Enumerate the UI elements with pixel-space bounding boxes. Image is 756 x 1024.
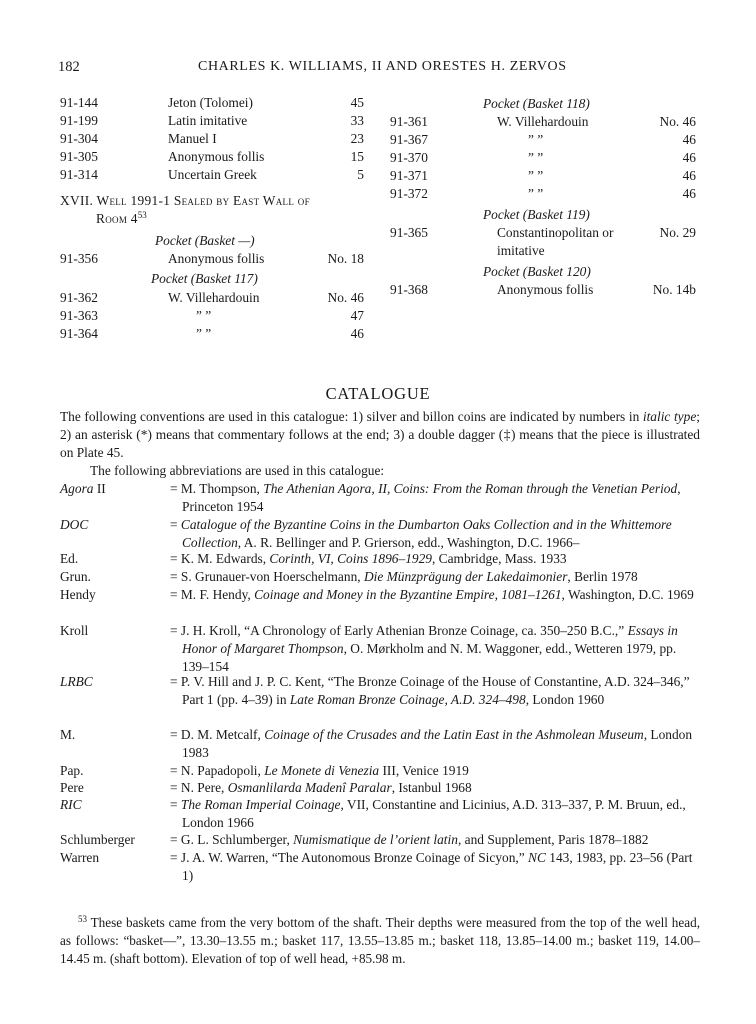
abbreviation-text: = J. A. W. Warren, “The Autonomous Bronze Coinage of Sicyon,” (170, 850, 529, 865)
inventory-number: 91-199 (60, 113, 98, 128)
table-row (390, 185, 696, 203)
abbreviation-text-end: , Istanbul 1968 (391, 780, 472, 795)
abbreviation-text: = P. V. Hill and J. P. C. Kent, “The Bronze Coinage of the House of Constantine, A.D. 324–346,” Part 1 (pp. 4–39) in (170, 674, 690, 707)
abbreviation-key: Grun. (60, 569, 91, 584)
pocket-label: Pocket (Basket —) (155, 233, 255, 248)
abbreviation-text-end: , London 1983 (182, 727, 693, 760)
coin-description: Latin imitative (168, 113, 248, 128)
conventions-paragraph (60, 408, 700, 462)
abbreviation-text: = (170, 797, 181, 812)
inventory-number: 91-144 (60, 95, 98, 110)
running-head: CHARLES K. WILLIAMS, II AND ORESTES H. ZERVOS (198, 59, 567, 74)
abbreviation-title: Essays in Honor of Margaret Thompson (182, 623, 678, 656)
abbreviation-title: The Athenian Agora, II, Coins: From the Roman through the Venetian Period (263, 481, 678, 496)
conventions-text-continued: ; 2) an asterisk (*) means that commentary follows at the end; 3) a double dagger (‡) means that the piece is illustrated on Plate 45. (60, 409, 700, 460)
inventory-number: 91-368 (390, 282, 428, 297)
abbreviation-title: Coinage of the Crusades and the Latin East in the Ashmolean Museum (264, 727, 644, 742)
inventory-number: 91-365 (390, 225, 428, 240)
catalogue-reference: 46 (350, 326, 364, 341)
coin-description: W. Villehardouin (497, 114, 589, 129)
pocket-label: Pocket (Basket 119) (483, 207, 590, 222)
ditto-marks: ” ” (196, 308, 212, 323)
abbreviation-title: Coinage and Money in the Byzantine Empire, 1081–1261 (254, 587, 562, 602)
table-row (60, 94, 366, 112)
inventory-number: 91-361 (390, 114, 428, 129)
abbreviation-text-end: , A. R. Bellinger and P. Grierson, edd., Washington, D.C. 1966– (237, 535, 580, 550)
abbreviation-text: = G. L. Schlumberger, (170, 832, 294, 847)
catalogue-reference: 45 (350, 95, 364, 110)
catalogue-reference: 46 (682, 186, 696, 201)
catalogue-reference: 23 (350, 131, 364, 146)
ditto-marks: ” ” (528, 168, 544, 183)
abbreviation-text-end: , Princeton 1954 (182, 481, 681, 514)
abbreviation-text-end: , Berlin 1978 (567, 569, 638, 584)
table-row (390, 224, 696, 260)
abbreviation-title: Catalogue of the Byzantine Coins in the Dumbarton Oaks Collection and in the Whittemore Collection (180, 517, 672, 550)
catalogue-reference: 46 (682, 150, 696, 165)
footnote-reference[interactable]: 53 (137, 210, 147, 220)
catalogue-reference: No. 14b (652, 282, 696, 297)
abbreviation-key: Agora (60, 481, 94, 496)
footnote-text: These baskets came from the very bottom of the shaft. Their depths were measured from the top of the well head, as follows: “basket—”, 13.30–13.55 m.; basket 117, 13.55–13.85 m.; basket 118, 13.85–14.00 m.; basket 119, 14.00–14.45 m. (shaft bottom). Elevation of top of well head, +85.98 m. (60, 915, 700, 966)
coin-description: Uncertain Greek (168, 167, 257, 182)
abbreviation-text-end: 143, 1983, pp. 23–56 (Part 1) (182, 850, 693, 883)
inventory-number: 91-304 (60, 131, 98, 146)
inventory-number: 91-314 (60, 167, 98, 182)
abbreviation-title: Corinth, VI, Coins 1896–1929 (269, 551, 432, 566)
conventions-text: The following conventions are used in this catalogue: 1) silver and billon coins are indicated by numbers in (60, 409, 640, 424)
abbreviation-key: Pap. (60, 763, 84, 778)
inventory-number: 91-362 (60, 290, 98, 305)
abbreviation-title: Osmanlilarda Madenî Paralar (227, 780, 392, 795)
abbreviation-text: = J. H. Kroll, “A Chronology of Early Athenian Bronze Coinage, ca. 350–250 B.C.,” (170, 623, 628, 638)
abbreviations-intro: The following abbreviations are used in this catalogue: (90, 463, 385, 478)
abbreviation-title: Late Roman Bronze Coinage, A.D. 324–498 (289, 692, 526, 707)
coin-description: Anonymous follis (497, 282, 594, 297)
table-row (60, 148, 366, 166)
coin-description: Manuel I (168, 131, 217, 146)
catalogue-reference: 47 (350, 308, 364, 323)
inventory-number: 91-305 (60, 149, 98, 164)
coin-description: Anonymous follis (168, 149, 265, 164)
table-row (390, 149, 696, 167)
table-row (60, 130, 366, 148)
table-row (60, 289, 366, 307)
inventory-number: 91-370 (390, 150, 428, 165)
abbreviation-text-end: , VII, Constantine and Licinius, A.D. 313–337, P. M. Bruun, ed., London 1966 (182, 797, 686, 830)
pocket-label: Pocket (Basket 118) (483, 96, 590, 111)
abbreviation-title: The Roman Imperial Coinage (180, 797, 341, 812)
abbreviation-key: Hendy (60, 587, 96, 602)
catalogue-reference: No. 46 (659, 114, 696, 129)
catalogue-reference: No. 18 (327, 251, 364, 266)
abbreviation-key: Pere (60, 780, 84, 795)
footnote-marker: 53 (78, 914, 87, 924)
inventory-number: 91-356 (60, 251, 98, 266)
table-row (60, 166, 366, 184)
abbreviation-text: = M. F. Hendy, (170, 587, 255, 602)
abbreviation-key: DOC (60, 517, 89, 532)
pocket-label: Pocket (Basket 120) (483, 264, 591, 279)
abbreviation-title: Le Monete di Venezia (264, 763, 380, 778)
footnote (60, 914, 700, 968)
inventory-number: 91-364 (60, 326, 98, 341)
abbreviation-key: Warren (60, 850, 100, 865)
abbreviation-text-end: , Cambridge, Mass. 1933 (431, 551, 567, 566)
catalogue-reference: 46 (682, 132, 696, 147)
catalogue-reference: 5 (357, 167, 364, 182)
coin-description: Constantinopolitan or (497, 225, 614, 240)
section-heading (60, 192, 360, 228)
abbreviation-text: = D. M. Metcalf, (170, 727, 265, 742)
abbreviation-text-end: , Washington, D.C. 1969 (561, 587, 694, 602)
ditto-marks: ” ” (196, 326, 212, 341)
abbreviation-text-end: III, Venice 1919 (379, 763, 469, 778)
abbreviation-text-end: , and Supplement, Paris 1878–1882 (457, 832, 649, 847)
abbreviation-title: Numismatique de l’orient latin (293, 832, 458, 847)
abbreviation-key: Ed. (60, 551, 79, 566)
table-row (60, 250, 366, 268)
abbreviation-key: LRBC (60, 674, 93, 689)
catalogue-reference: 46 (682, 168, 696, 183)
page-header (58, 58, 698, 80)
abbreviation-key: Kroll (60, 623, 89, 638)
catalogue-reference: No. 46 (327, 290, 364, 305)
abbreviation-text: = K. M. Edwards, (170, 551, 270, 566)
coin-description: Anonymous follis (168, 251, 265, 266)
abbreviation-key-suffix: II (93, 481, 106, 496)
abbreviation-text: = N. Papadopoli, (170, 763, 265, 778)
conventions-italic-text: italic type (642, 409, 697, 424)
abbreviation-key: M. (60, 727, 76, 742)
coin-description: W. Villehardouin (168, 290, 260, 305)
ditto-marks: ” ” (528, 186, 544, 201)
inventory-number: 91-363 (60, 308, 98, 323)
table-row (390, 167, 696, 185)
abbreviation-key: Schlumberger (60, 832, 135, 847)
catalogue-reference: No. 29 (659, 225, 696, 240)
catalogue-title: CATALOGUE (325, 384, 431, 403)
coin-description-continued: imitative (497, 243, 545, 258)
abbreviation-text: = (170, 517, 181, 532)
catalogue-reference: 33 (350, 113, 364, 128)
section-heading-line2: Room 4 (96, 211, 138, 226)
abbreviation-title: NC (528, 850, 546, 865)
table-row (390, 131, 696, 149)
inventory-number: 91-372 (390, 186, 428, 201)
abbreviation-text: = N. Pere, (170, 780, 228, 795)
abbreviation-text-end: , London 1960 (525, 692, 605, 707)
table-row (60, 325, 366, 343)
section-heading-line1: XVII. Well 1991-1 Sealed by East Wall of (60, 193, 310, 208)
table-row (390, 281, 696, 299)
page-number: 182 (58, 59, 80, 75)
abbreviation-title: Die Münzprägung der Lakedaimonier (363, 569, 568, 584)
abbreviation-key: RIC (60, 797, 82, 812)
coin-description: Jeton (Tolomei) (168, 95, 253, 110)
abbreviation-text: = S. Grunauer-von Hoerschelmann, (170, 569, 364, 584)
inventory-number: 91-371 (390, 168, 428, 183)
abbreviation-text: = M. Thompson, (170, 481, 264, 496)
ditto-marks: ” ” (528, 150, 544, 165)
pocket-label: Pocket (Basket 117) (151, 271, 258, 286)
table-row (60, 307, 366, 325)
ditto-marks: ” ” (528, 132, 544, 147)
table-row (60, 112, 366, 130)
abbreviation-text-end: , O. Mørkholm and N. M. Waggoner, edd., Wetteren 1979, pp. 139–154 (182, 641, 677, 674)
inventory-number: 91-367 (390, 132, 428, 147)
catalogue-reference: 15 (350, 149, 364, 164)
table-row (390, 113, 696, 131)
